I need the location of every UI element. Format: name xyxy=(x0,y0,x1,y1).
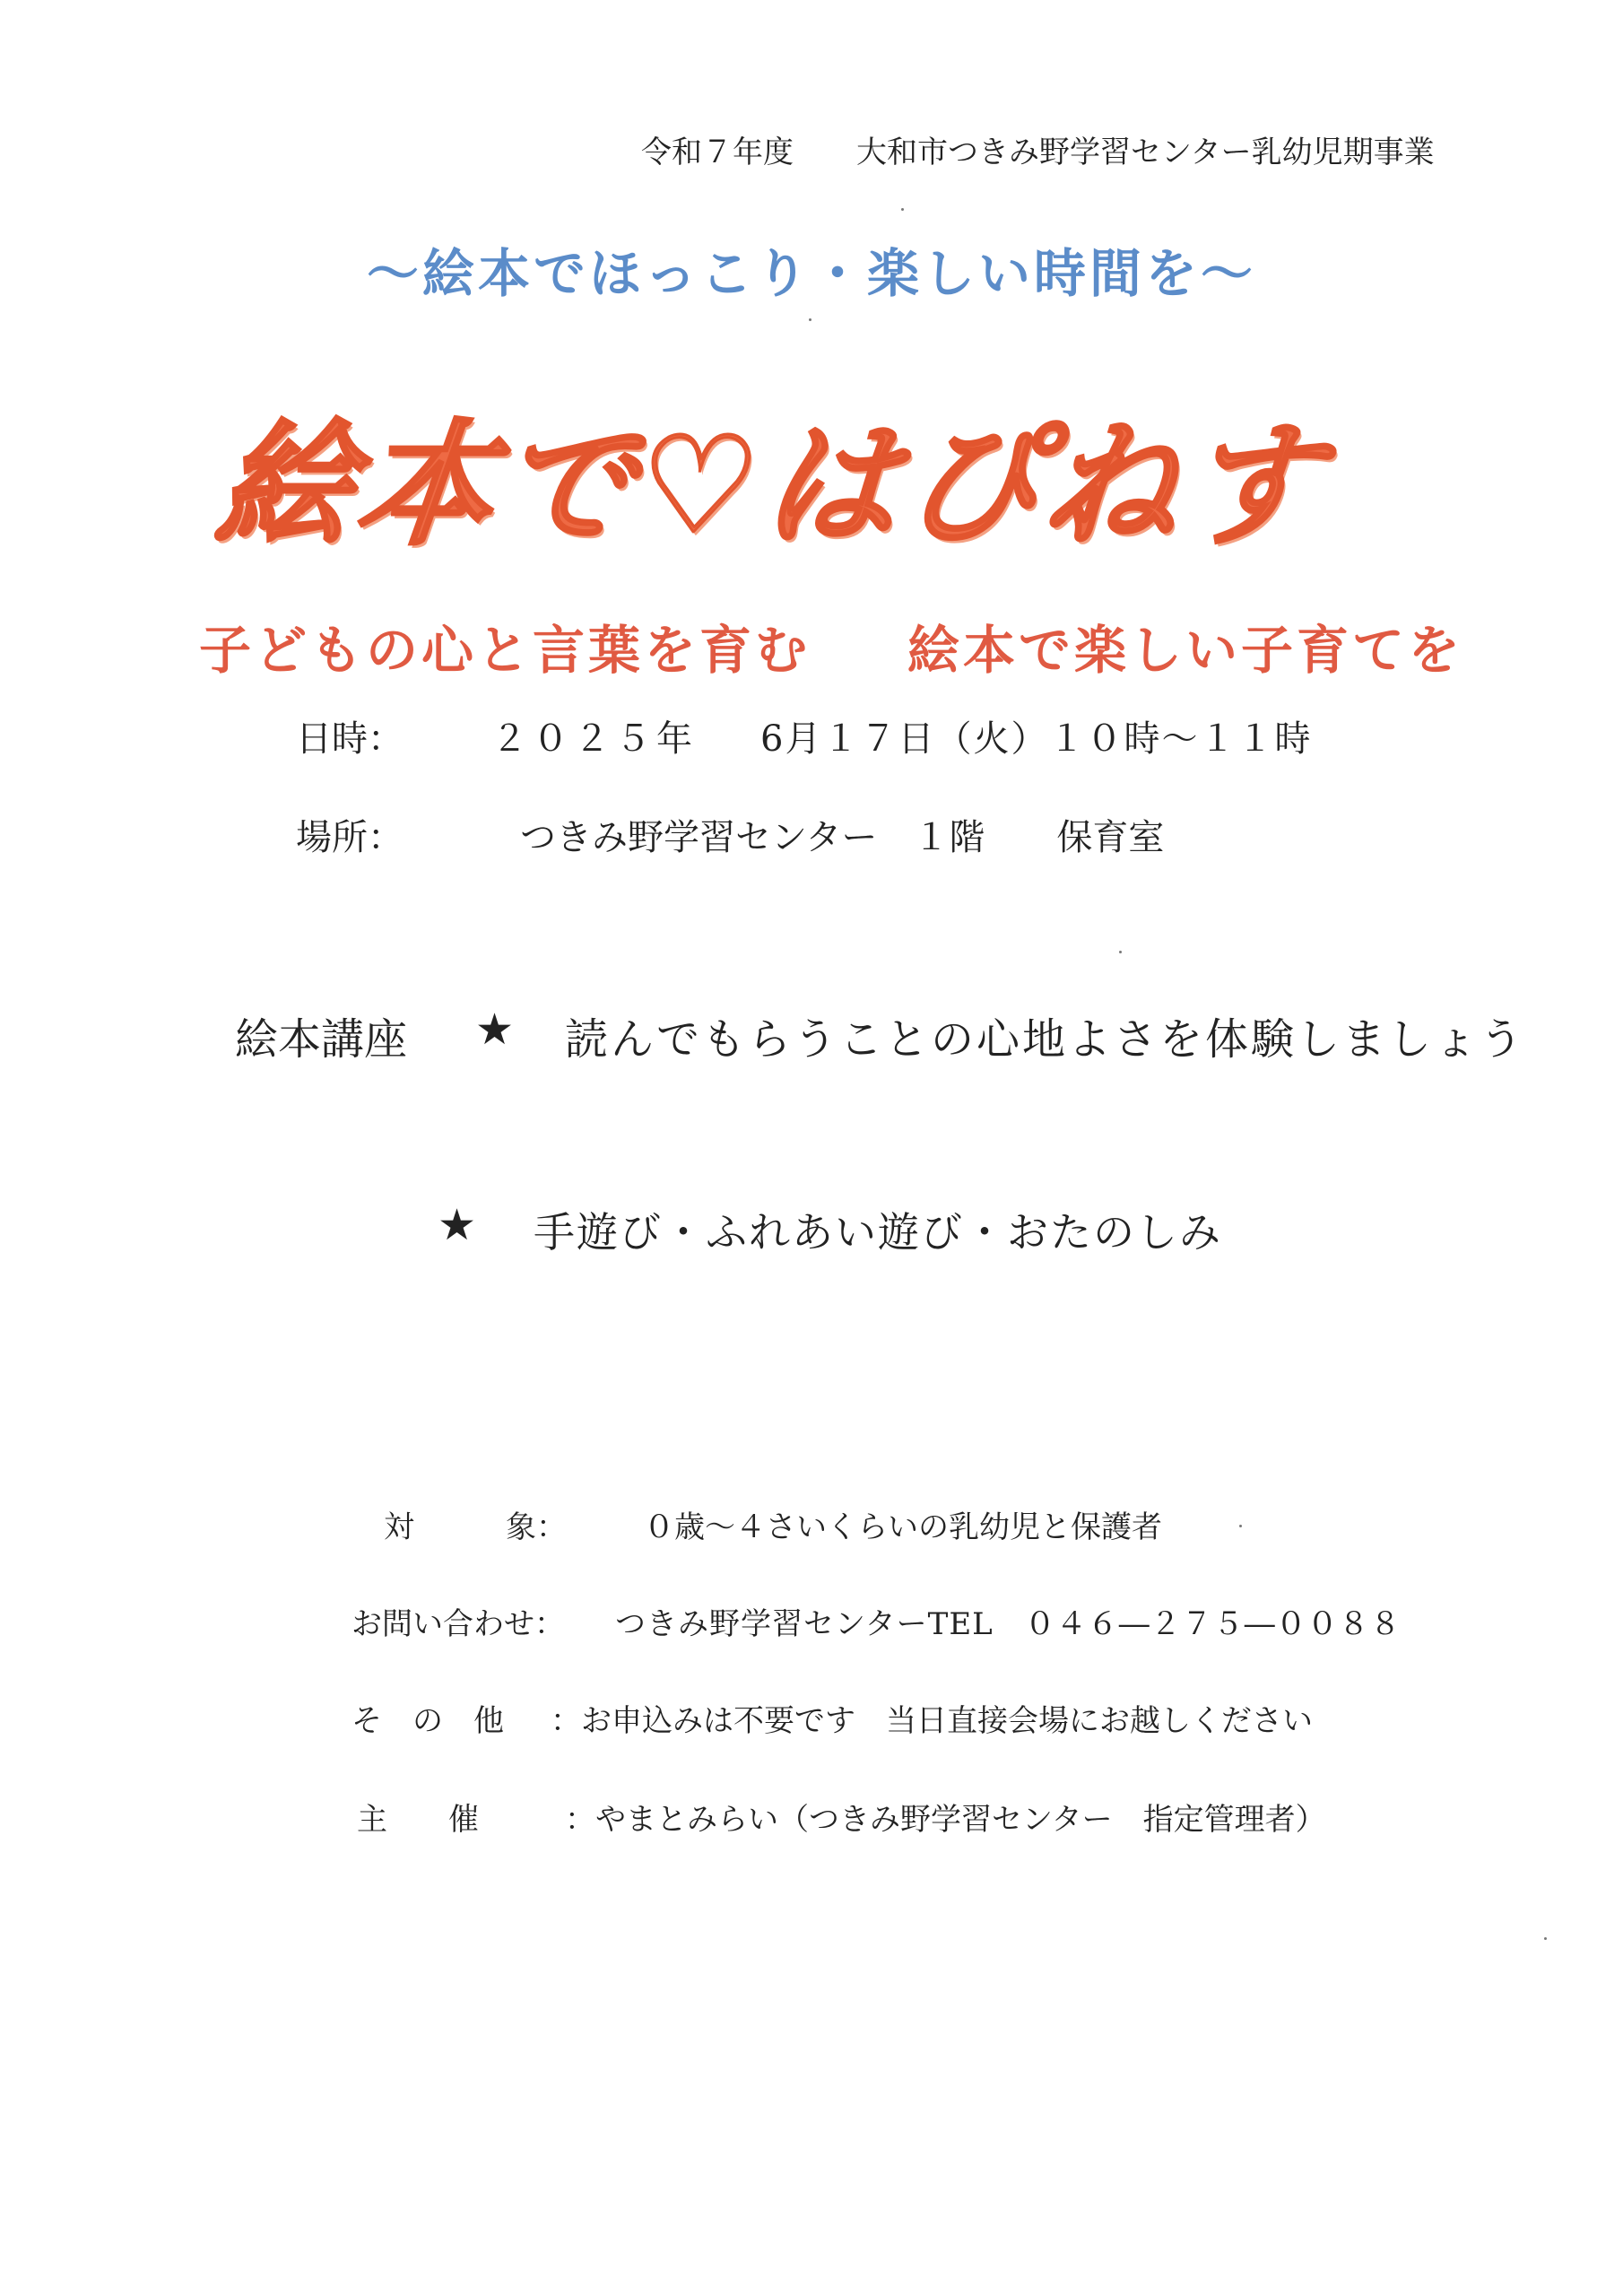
contact-label: お問い合わせ： xyxy=(352,1606,565,1642)
scan-speck xyxy=(1239,1525,1242,1527)
scan-speck xyxy=(809,318,812,321)
target-label: 対 象： xyxy=(384,1509,567,1545)
activity-line: 手遊び・ふれあい遊び・おたのしみ xyxy=(534,1208,1222,1257)
scan-speck xyxy=(1544,1937,1547,1940)
place-value: つきみ野学習センター １階 保育室 xyxy=(520,817,1165,858)
subtitle: ～絵本でほっこり・楽しい時間を～ xyxy=(366,243,1256,304)
place-label: 場所： xyxy=(296,817,404,858)
course-title: 絵本講座 xyxy=(235,1014,408,1065)
other-value: ：お申込みは不要です 当日直接会場にお越しください xyxy=(551,1703,1313,1739)
course-description: 読んでもらうことの心地よさを体験しましょう xyxy=(565,1014,1526,1065)
scan-speck xyxy=(1119,951,1122,953)
star-icon: ★ xyxy=(438,1200,477,1250)
organizer-line: 大和市つきみ野学習センター乳幼児期事業 xyxy=(856,135,1435,170)
host-label: 主 催 xyxy=(357,1802,479,1838)
contact-value: つきみ野学習センターTEL ０４６―２７５―００８８ xyxy=(615,1606,1402,1642)
tagline-left: 子どもの心と言葉を育む xyxy=(199,620,812,681)
scan-speck xyxy=(901,208,904,211)
date-year: ２０２５年 xyxy=(491,718,698,760)
host-value: ：やまとみらい（つきみ野学習センター 指定管理者） xyxy=(565,1802,1326,1838)
target-value: ０歳～４さいくらいの乳幼児と保護者 xyxy=(644,1509,1162,1545)
fiscal-year: 令和７年度 xyxy=(641,135,794,170)
date-label: 日時： xyxy=(296,718,404,760)
page-title: 絵本で♡はぴねす xyxy=(210,406,1332,564)
date-time: 6月１７日（火）１０時～１１時 xyxy=(760,718,1313,760)
other-label: そ の 他 xyxy=(352,1703,504,1739)
header-line xyxy=(641,127,1435,171)
tagline-right: 絵本で楽しい子育てを xyxy=(907,620,1464,681)
star-icon: ★ xyxy=(475,1004,515,1055)
